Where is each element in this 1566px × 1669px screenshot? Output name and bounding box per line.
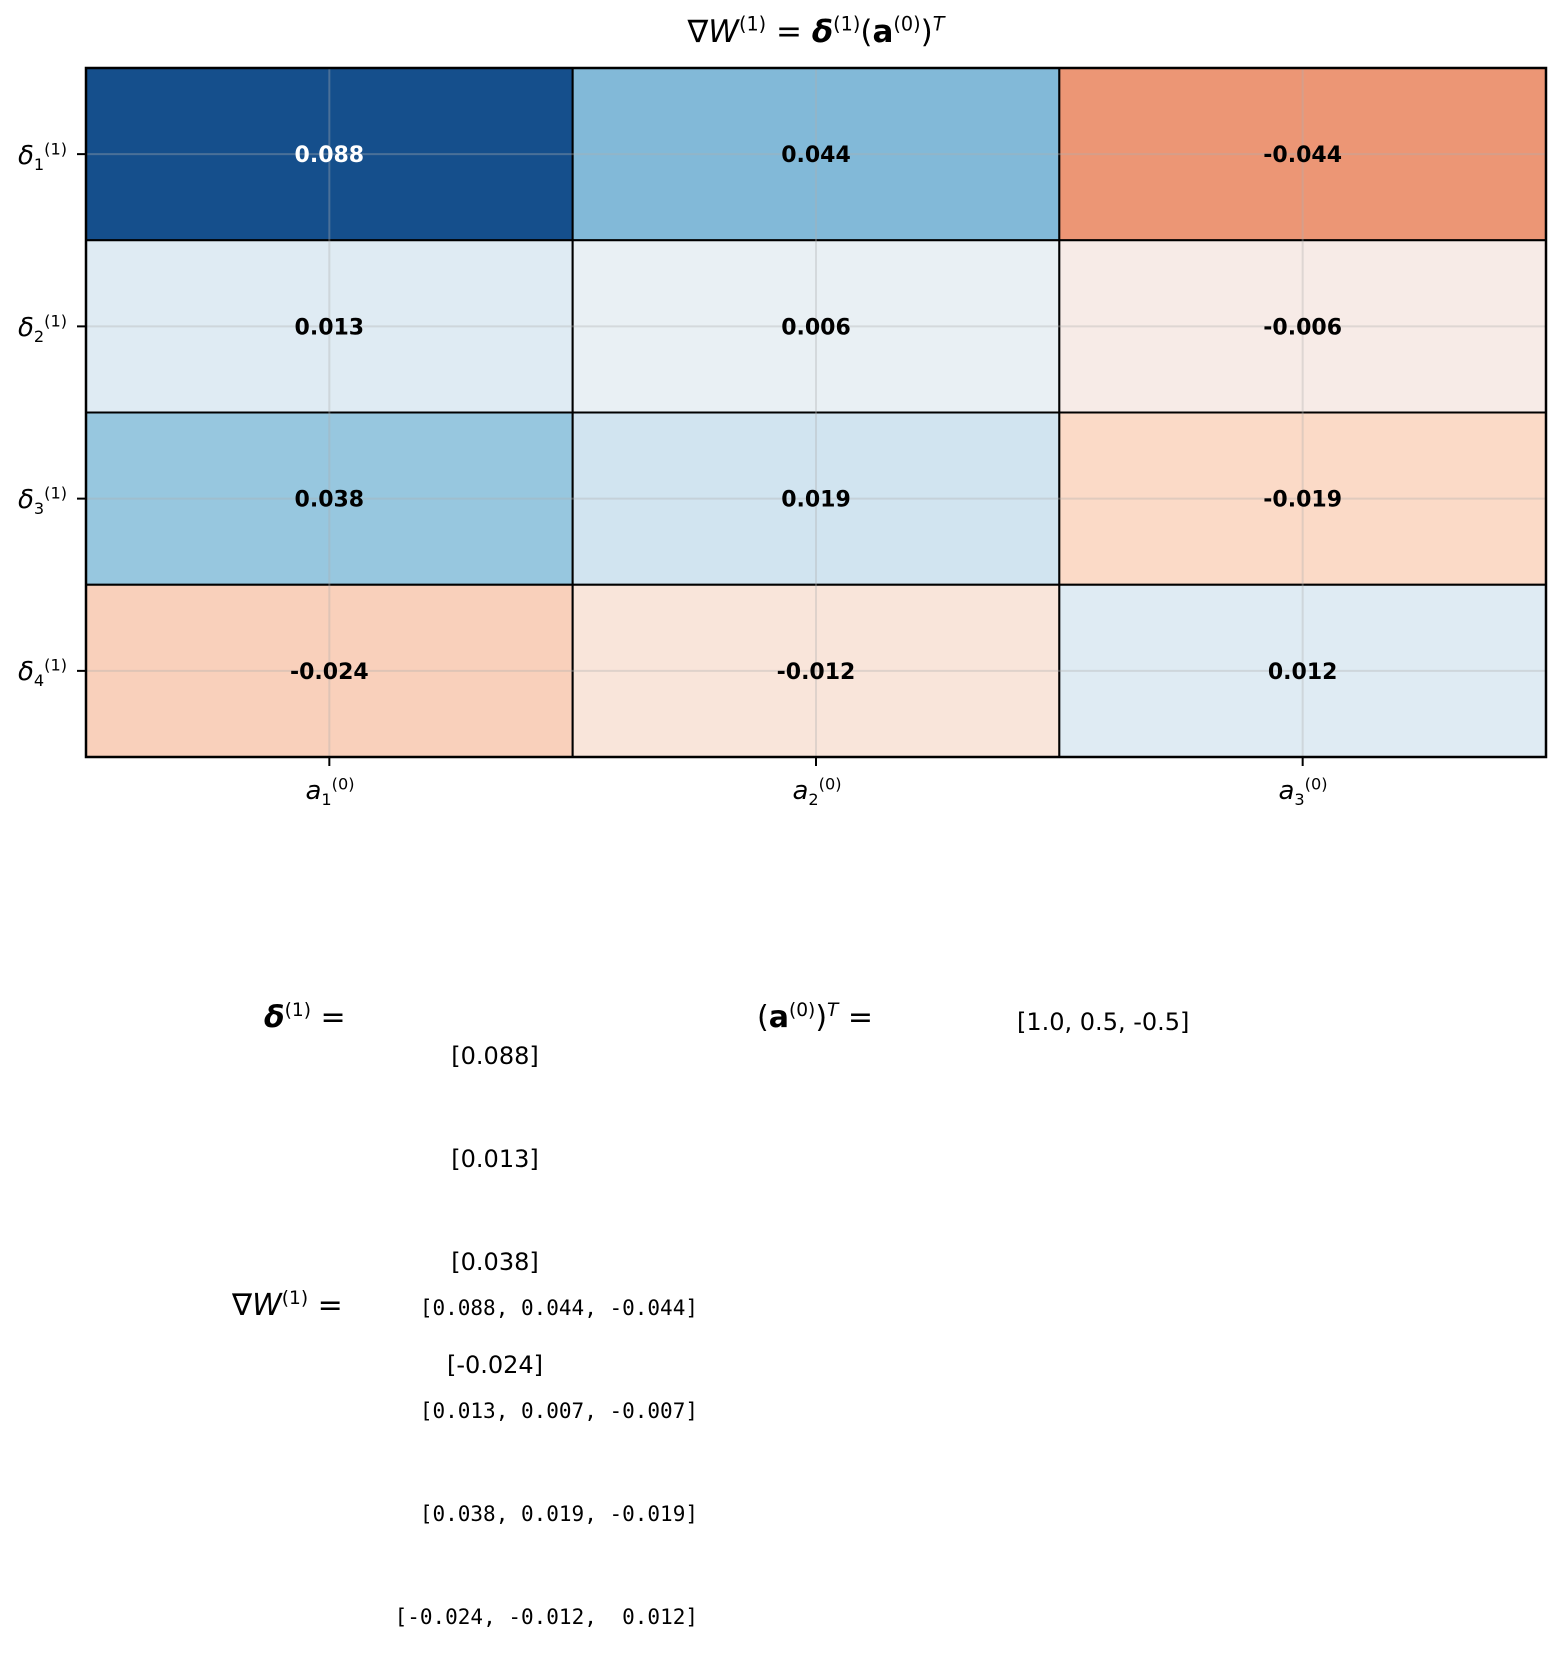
cell-value-label-r2-c1: 0.013 [294, 315, 365, 341]
delta-vector-entry-4: [-0.024] [446, 1351, 544, 1380]
gradient-matrix-values [360, 1222, 698, 1669]
delta-vector-label: $\delta^{(1)}$ = [264, 1000, 346, 1035]
gradient-matrix-label: $\nabla W^{(1)}$ = [232, 1288, 343, 1323]
cell-value-label-r1-c2: 0.044 [781, 143, 851, 169]
cell-value-label-r2-c2: 0.006 [781, 315, 851, 341]
cell-value-label-r3-c2: 0.019 [781, 487, 851, 513]
gradient-matrix-row-1: [0.088, 0.044, -0.044] [419, 1295, 698, 1320]
xtick-label-2: $a_2^{(0)}$ [792, 774, 842, 810]
ytick-label-3: $\delta_3^{(1)}$ [18, 483, 67, 519]
chart-title: $\nabla W^{(1)} = \delta^{(1)}(a^{(0)})^T$ [687, 12, 945, 50]
gradient-matrix-row-2: [0.013, 0.007, -0.007] [419, 1399, 698, 1424]
delta-vector-entry-1: [0.088] [451, 1041, 539, 1070]
cell-value-label-r1-c1: 0.088 [294, 143, 365, 169]
activation-transpose-values: [1.0, 0.5, -0.5] [1017, 1008, 1190, 1036]
delta-vector-entry-2: [0.013] [451, 1145, 539, 1174]
ytick-label-1: $\delta_1^{(1)}$ [18, 139, 67, 175]
cell-value-label-r4-c2: -0.012 [776, 659, 856, 685]
cell-value-label-r4-c1: -0.024 [289, 659, 369, 685]
cell-value-label-r2-c3: -0.006 [1263, 315, 1343, 341]
cell-value-label-r1-c3: -0.044 [1263, 143, 1343, 169]
cell-value-label-r4-c3: 0.012 [1267, 659, 1338, 685]
xtick-label-3: $a_3^{(0)}$ [1278, 774, 1328, 810]
ytick-label-2: $\delta_2^{(1)}$ [18, 311, 67, 347]
activation-transpose-label: $(a^{(0)})^T$ = [757, 1000, 874, 1035]
cell-value-label-r3-c1: 0.038 [294, 487, 365, 513]
cell-value-label-r3-c3: -0.019 [1263, 487, 1343, 513]
xtick-label-1: $a_1^{(0)}$ [305, 774, 355, 810]
ytick-label-4: $\delta_4^{(1)}$ [18, 655, 67, 691]
gradient-matrix-row-4: [-0.024, -0.012, 0.012] [394, 1605, 698, 1630]
gradient-matrix-row-3: [0.038, 0.019, -0.019] [419, 1502, 698, 1527]
delta-vector-entry-3: [0.038] [451, 1248, 539, 1277]
